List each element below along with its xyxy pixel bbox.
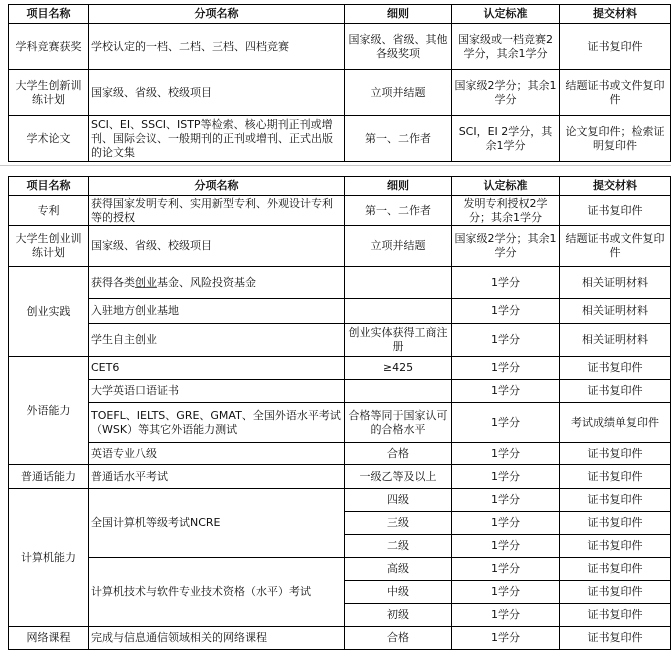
rule (345, 299, 452, 324)
table-row (9, 226, 671, 267)
project-name: 学术论文 (9, 116, 89, 162)
table-row (9, 116, 671, 162)
item-name: 获得各类创业基金、风险投资基金 (89, 267, 345, 299)
header-item-name: 分项名称 (89, 177, 345, 196)
rule: 高级 (345, 558, 452, 581)
submit: 证书复印件 (560, 627, 671, 650)
rule: 中级 (345, 581, 452, 604)
header-project-name: 项目名称 (9, 5, 89, 24)
rule: 第一、二作者 (345, 196, 452, 226)
rule: 创业实体获得工商注册 (345, 324, 452, 357)
standard: 1学分 (452, 324, 560, 357)
submit: 论文复印件；检索证明复印件 (560, 116, 671, 162)
submit: 相关证明材料 (560, 324, 671, 357)
standard: 1学分 (452, 267, 560, 299)
project-name: 大学生创业训练计划 (9, 226, 89, 267)
item-name: 学生自主创业 (89, 324, 345, 357)
item-name: SCI、EI、SSCI、ISTP等检索、核心期刊正刊或增刊、国际会议、一般期刊的正刊或增刊、正式出版的论文集 (89, 116, 345, 162)
standard: 发明专利授权2学分；其余1学分 (452, 196, 560, 226)
table-row (9, 357, 671, 380)
table-row (9, 465, 671, 489)
header-standard: 认定标准 (452, 5, 560, 24)
rule: 一级乙等及以上 (345, 465, 452, 489)
standard: 1学分 (452, 357, 560, 380)
standard: 1学分 (452, 299, 560, 324)
table-row (9, 196, 671, 226)
header-rule: 细则 (345, 5, 452, 24)
submit: 证书复印件 (560, 535, 671, 558)
rule: 立项并结题 (345, 226, 452, 267)
standard: 1学分 (452, 465, 560, 489)
submit: 证书复印件 (560, 196, 671, 226)
project-name: 计算机能力 (9, 489, 89, 627)
item-name: 大学英语口语证书 (89, 380, 345, 403)
rule: 国家级、省级、其他各级奖项 (345, 24, 452, 70)
submit: 证书复印件 (560, 581, 671, 604)
project-name: 学科竞赛获奖 (9, 24, 89, 70)
standard: SCI，EI 2学分，其余1学分 (452, 116, 560, 162)
item-name: 学校认定的一档、二档、三档、四档竞赛 (89, 24, 345, 70)
table-row (9, 627, 671, 650)
table-row (9, 324, 671, 357)
standard: 国家级2学分；其余1学分 (452, 226, 560, 267)
standard: 1学分 (452, 627, 560, 650)
standard: 1学分 (452, 512, 560, 535)
submit: 结题证书或文件复印件 (560, 226, 671, 267)
standard: 1学分 (452, 443, 560, 465)
item-name: TOEFL、IELTS、GRE、GMAT、全国外语水平考试（WSK）等其它外语能力测试 (89, 403, 345, 443)
header-item-name: 分项名称 (89, 5, 345, 24)
table-row (9, 24, 671, 70)
page-break-line (0, 165, 671, 166)
project-name: 普通话能力 (9, 465, 89, 489)
submit: 证书复印件 (560, 357, 671, 380)
standard: 1学分 (452, 581, 560, 604)
rule: 合格 (345, 443, 452, 465)
submit: 证书复印件 (560, 380, 671, 403)
project-name: 大学生创新训练计划 (9, 70, 89, 116)
item-name: CET6 (89, 357, 345, 380)
header-standard: 认定标准 (452, 177, 560, 196)
standard: 1学分 (452, 558, 560, 581)
table-row (9, 70, 671, 116)
standard: 1学分 (452, 380, 560, 403)
table-row (9, 489, 671, 512)
project-name: 创业实践 (9, 267, 89, 357)
credit-table-1 (8, 4, 671, 162)
rule: ≥425 (345, 357, 452, 380)
rule: 四级 (345, 489, 452, 512)
table-row (9, 403, 671, 443)
rule: 合格等同于国家认可的合格水平 (345, 403, 452, 443)
project-name: 网络课程 (9, 627, 89, 650)
table-row (9, 267, 671, 299)
credit-table-2 (8, 176, 671, 650)
standard: 1学分 (452, 489, 560, 512)
item-name: 国家级、省级、校级项目 (89, 226, 345, 267)
item-name: 英语专业八级 (89, 443, 345, 465)
table-row (9, 558, 671, 581)
table-row (9, 299, 671, 324)
item-name: 全国计算机等级考试NCRE (89, 489, 345, 558)
table-row (9, 380, 671, 403)
submit: 证书复印件 (560, 604, 671, 627)
submit: 相关证明材料 (560, 267, 671, 299)
rule (345, 267, 452, 299)
standard: 国家级或一档竞赛2学分，其余1学分 (452, 24, 560, 70)
rule: 合格 (345, 627, 452, 650)
header-project-name: 项目名称 (9, 177, 89, 196)
standard: 1学分 (452, 604, 560, 627)
rule: 三级 (345, 512, 452, 535)
item-name: 计算机技术与软件专业技术资格（水平）考试 (89, 558, 345, 627)
standard: 国家级2学分；其余1学分 (452, 70, 560, 116)
underlined-word: 创业 (135, 275, 157, 289)
header-rule: 细则 (345, 177, 452, 196)
submit: 证书复印件 (560, 489, 671, 512)
item-name: 获得国家发明专利、实用新型专利、外观设计专利等的授权 (89, 196, 345, 226)
rule: 立项并结题 (345, 70, 452, 116)
item-name: 普通话水平考试 (89, 465, 345, 489)
rule: 第一、二作者 (345, 116, 452, 162)
rule (345, 380, 452, 403)
item-name: 国家级、省级、校级项目 (89, 70, 345, 116)
submit: 相关证明材料 (560, 299, 671, 324)
project-name: 外语能力 (9, 357, 89, 465)
submit: 考试成绩单复印件 (560, 403, 671, 443)
submit: 证书复印件 (560, 558, 671, 581)
rule: 二级 (345, 535, 452, 558)
submit: 证书复印件 (560, 24, 671, 70)
submit: 证书复印件 (560, 512, 671, 535)
standard: 1学分 (452, 403, 560, 443)
standard: 1学分 (452, 535, 560, 558)
submit: 证书复印件 (560, 443, 671, 465)
submit: 证书复印件 (560, 465, 671, 489)
item-name: 入驻地方创业基地 (89, 299, 345, 324)
rule: 初级 (345, 604, 452, 627)
submit: 结题证书或文件复印件 (560, 70, 671, 116)
project-name: 专利 (9, 196, 89, 226)
table-row (9, 443, 671, 465)
header-submit: 提交材料 (560, 5, 671, 24)
item-name: 完成与信息通信领域相关的网络课程 (89, 627, 345, 650)
header-submit: 提交材料 (560, 177, 671, 196)
